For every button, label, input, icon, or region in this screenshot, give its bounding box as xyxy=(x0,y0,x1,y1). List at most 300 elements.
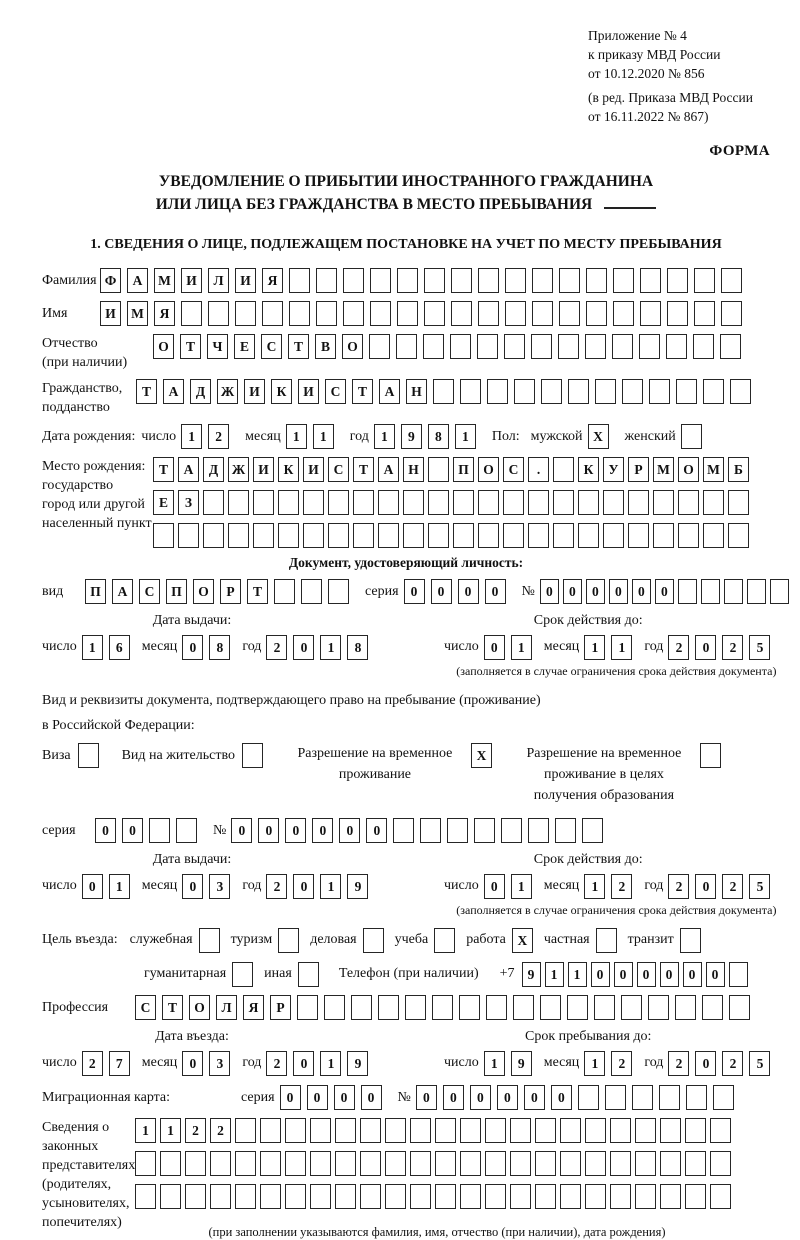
birth-place-cell[interactable]: С xyxy=(503,457,524,482)
profession-cell[interactable] xyxy=(567,995,588,1020)
residence-number-cell[interactable] xyxy=(474,818,495,843)
female-checkbox[interactable] xyxy=(681,424,702,449)
identity-number-cell[interactable] xyxy=(747,579,766,604)
citizenship-cell[interactable] xyxy=(568,379,589,404)
residence-issue-year-cell[interactable]: 2 xyxy=(266,874,287,899)
birth-place-cell[interactable] xyxy=(528,490,549,515)
profession-cell[interactable]: Т xyxy=(162,995,183,1020)
citizenship-cell[interactable] xyxy=(730,379,751,404)
phone-digit-cell[interactable]: 1 xyxy=(568,962,587,987)
patronymic-cell[interactable]: В xyxy=(315,334,336,359)
birth-place-cell[interactable]: К xyxy=(278,457,299,482)
identity-number-cell[interactable]: 0 xyxy=(540,579,559,604)
guardians-cell[interactable] xyxy=(160,1151,181,1176)
guardians-cell[interactable] xyxy=(210,1151,231,1176)
surname-cell[interactable] xyxy=(478,268,499,293)
given-name-cell[interactable] xyxy=(505,301,526,326)
phone-digit-cell[interactable]: 0 xyxy=(683,962,702,987)
profession-cell[interactable] xyxy=(621,995,642,1020)
identity-valid-month-cell[interactable]: 1 xyxy=(584,635,605,660)
residence-issue-month-cell[interactable]: 0 xyxy=(182,874,203,899)
stay-month-cell[interactable]: 2 xyxy=(611,1051,632,1076)
patronymic-cell[interactable]: О xyxy=(153,334,174,359)
profession-cell[interactable] xyxy=(702,995,723,1020)
phone-digit-cell[interactable]: 0 xyxy=(591,962,610,987)
guardians-cell[interactable]: 2 xyxy=(185,1118,206,1143)
patronymic-cell[interactable] xyxy=(666,334,687,359)
residence-series-cell[interactable] xyxy=(176,818,197,843)
surname-cell[interactable] xyxy=(343,268,364,293)
stay-year-cell[interactable]: 5 xyxy=(749,1051,770,1076)
profession-cell[interactable] xyxy=(648,995,669,1020)
migration-number-cell[interactable]: 0 xyxy=(497,1085,518,1110)
guardians-cell[interactable] xyxy=(560,1118,581,1143)
birth-place-cell[interactable] xyxy=(428,457,449,482)
guardians-cell[interactable] xyxy=(510,1184,531,1209)
birth-place-cell[interactable] xyxy=(153,523,174,548)
guardians-cell[interactable] xyxy=(535,1118,556,1143)
citizenship-cell[interactable] xyxy=(649,379,670,404)
identity-number-cell[interactable]: 0 xyxy=(563,579,582,604)
residence-issue-month-cell[interactable]: 3 xyxy=(209,874,230,899)
birth-place-cell[interactable] xyxy=(728,523,749,548)
birth-place-cell[interactable] xyxy=(628,523,649,548)
guardians-cell[interactable] xyxy=(360,1151,381,1176)
entry-day-cell[interactable]: 7 xyxy=(109,1051,130,1076)
migration-number-cell[interactable]: 0 xyxy=(551,1085,572,1110)
residence-issue-day-cell[interactable]: 0 xyxy=(82,874,103,899)
identity-number-cell[interactable]: 0 xyxy=(609,579,628,604)
purpose-tourism-checkbox[interactable] xyxy=(278,928,299,953)
entry-month-cell[interactable]: 0 xyxy=(182,1051,203,1076)
stay-day-cell[interactable]: 9 xyxy=(511,1051,532,1076)
guardians-cell[interactable] xyxy=(385,1184,406,1209)
stay-day-cell[interactable]: 1 xyxy=(484,1051,505,1076)
given-name-cell[interactable] xyxy=(181,301,202,326)
migration-number-cell[interactable] xyxy=(659,1085,680,1110)
identity-issue-year-cell[interactable]: 8 xyxy=(347,635,368,660)
guardians-cell[interactable] xyxy=(485,1118,506,1143)
birth-place-cell[interactable] xyxy=(603,523,624,548)
birth-place-cell[interactable] xyxy=(578,523,599,548)
birth-place-cell[interactable]: Б xyxy=(728,457,749,482)
birth-place-cell[interactable] xyxy=(278,490,299,515)
birth-place-cell[interactable]: Д xyxy=(203,457,224,482)
patronymic-cell[interactable] xyxy=(612,334,633,359)
given-name-cell[interactable] xyxy=(208,301,229,326)
birth-place-cell[interactable] xyxy=(378,490,399,515)
guardians-cell[interactable] xyxy=(560,1184,581,1209)
birth-place-cell[interactable] xyxy=(228,490,249,515)
purpose-work-checkbox[interactable]: X xyxy=(512,928,533,953)
guardians-cell[interactable] xyxy=(660,1118,681,1143)
residence-series-cell[interactable]: 0 xyxy=(122,818,143,843)
patronymic-cell[interactable]: Т xyxy=(180,334,201,359)
phone-digit-cell[interactable] xyxy=(729,962,748,987)
citizenship-cell[interactable] xyxy=(433,379,454,404)
migration-number-cell[interactable]: 0 xyxy=(470,1085,491,1110)
profession-cell[interactable] xyxy=(378,995,399,1020)
identity-valid-month-cell[interactable]: 1 xyxy=(611,635,632,660)
given-name-cell[interactable] xyxy=(532,301,553,326)
guardians-cell[interactable] xyxy=(560,1151,581,1176)
entry-month-cell[interactable]: 3 xyxy=(209,1051,230,1076)
guardians-cell[interactable] xyxy=(635,1118,656,1143)
patronymic-cell[interactable] xyxy=(720,334,741,359)
male-checkbox[interactable]: X xyxy=(588,424,609,449)
purpose-study-checkbox[interactable] xyxy=(434,928,455,953)
given-name-cell[interactable] xyxy=(640,301,661,326)
surname-cell[interactable]: Ф xyxy=(100,268,121,293)
birth-year-cell[interactable]: 9 xyxy=(401,424,422,449)
birth-place-cell[interactable] xyxy=(653,523,674,548)
phone-digit-cell[interactable]: 0 xyxy=(660,962,679,987)
residence-issue-year-cell[interactable]: 1 xyxy=(320,874,341,899)
birth-place-cell[interactable] xyxy=(553,523,574,548)
birth-place-cell[interactable] xyxy=(178,523,199,548)
guardians-cell[interactable] xyxy=(235,1151,256,1176)
surname-cell[interactable] xyxy=(397,268,418,293)
guardians-cell[interactable] xyxy=(260,1151,281,1176)
citizenship-cell[interactable]: А xyxy=(379,379,400,404)
profession-cell[interactable] xyxy=(729,995,750,1020)
patronymic-cell[interactable] xyxy=(504,334,525,359)
birth-place-cell[interactable] xyxy=(353,490,374,515)
residence-valid-month-cell[interactable]: 2 xyxy=(611,874,632,899)
birth-month-cell[interactable]: 1 xyxy=(313,424,334,449)
guardians-cell[interactable] xyxy=(685,1151,706,1176)
guardians-cell[interactable] xyxy=(335,1184,356,1209)
birth-place-cell[interactable]: О xyxy=(678,457,699,482)
guardians-cell[interactable]: 1 xyxy=(135,1118,156,1143)
guardians-cell[interactable] xyxy=(635,1151,656,1176)
guardians-cell[interactable] xyxy=(485,1151,506,1176)
guardians-cell[interactable] xyxy=(310,1151,331,1176)
migration-number-cell[interactable]: 0 xyxy=(416,1085,437,1110)
given-name-cell[interactable] xyxy=(559,301,580,326)
profession-cell[interactable] xyxy=(513,995,534,1020)
surname-cell[interactable]: М xyxy=(154,268,175,293)
migration-number-cell[interactable] xyxy=(578,1085,599,1110)
profession-cell[interactable]: С xyxy=(135,995,156,1020)
identity-valid-year-cell[interactable]: 2 xyxy=(668,635,689,660)
guardians-cell[interactable] xyxy=(335,1118,356,1143)
identity-valid-year-cell[interactable]: 0 xyxy=(695,635,716,660)
given-name-cell[interactable] xyxy=(397,301,418,326)
birth-place-cell[interactable] xyxy=(678,490,699,515)
birth-place-cell[interactable]: П xyxy=(453,457,474,482)
birth-place-cell[interactable]: У xyxy=(603,457,624,482)
birth-place-cell[interactable] xyxy=(503,490,524,515)
temporary-residence-checkbox[interactable]: X xyxy=(471,743,492,768)
profession-cell[interactable]: Я xyxy=(243,995,264,1020)
guardians-cell[interactable] xyxy=(410,1151,431,1176)
residence-valid-month-cell[interactable]: 1 xyxy=(584,874,605,899)
residence-number-cell[interactable] xyxy=(447,818,468,843)
given-name-cell[interactable] xyxy=(694,301,715,326)
identity-number-cell[interactable] xyxy=(678,579,697,604)
citizenship-cell[interactable]: Д xyxy=(190,379,211,404)
given-name-cell[interactable] xyxy=(667,301,688,326)
birth-place-cell[interactable]: М xyxy=(653,457,674,482)
birth-place-cell[interactable]: И xyxy=(303,457,324,482)
guardians-cell[interactable] xyxy=(685,1184,706,1209)
guardians-cell[interactable] xyxy=(235,1118,256,1143)
birth-place-cell[interactable]: Н xyxy=(403,457,424,482)
guardians-cell[interactable] xyxy=(185,1151,206,1176)
residence-series-cell[interactable]: 0 xyxy=(95,818,116,843)
birth-place-cell[interactable] xyxy=(553,457,574,482)
guardians-cell[interactable] xyxy=(435,1151,456,1176)
citizenship-cell[interactable]: А xyxy=(163,379,184,404)
purpose-private-checkbox[interactable] xyxy=(596,928,617,953)
identity-number-cell[interactable]: 0 xyxy=(655,579,674,604)
guardians-cell[interactable] xyxy=(410,1118,431,1143)
profession-cell[interactable] xyxy=(405,995,426,1020)
surname-cell[interactable]: А xyxy=(127,268,148,293)
identity-valid-day-cell[interactable]: 1 xyxy=(511,635,532,660)
identity-valid-year-cell[interactable]: 5 xyxy=(749,635,770,660)
identity-series-cell[interactable]: 0 xyxy=(431,579,452,604)
patronymic-cell[interactable] xyxy=(531,334,552,359)
residence-number-cell[interactable] xyxy=(420,818,441,843)
birth-place-cell[interactable] xyxy=(478,490,499,515)
surname-cell[interactable] xyxy=(370,268,391,293)
residence-number-cell[interactable] xyxy=(528,818,549,843)
entry-day-cell[interactable]: 2 xyxy=(82,1051,103,1076)
birth-place-cell[interactable]: А xyxy=(378,457,399,482)
guardians-cell[interactable] xyxy=(535,1151,556,1176)
given-name-cell[interactable] xyxy=(370,301,391,326)
guardians-cell[interactable] xyxy=(660,1184,681,1209)
patronymic-cell[interactable] xyxy=(558,334,579,359)
birth-place-cell[interactable] xyxy=(353,523,374,548)
citizenship-cell[interactable]: Ж xyxy=(217,379,238,404)
birth-day-cell[interactable]: 1 xyxy=(181,424,202,449)
birth-place-cell[interactable] xyxy=(503,523,524,548)
patronymic-cell[interactable] xyxy=(477,334,498,359)
patronymic-cell[interactable] xyxy=(423,334,444,359)
patronymic-cell[interactable] xyxy=(585,334,606,359)
given-name-cell[interactable] xyxy=(235,301,256,326)
guardians-cell[interactable]: 2 xyxy=(210,1118,231,1143)
citizenship-cell[interactable] xyxy=(622,379,643,404)
entry-year-cell[interactable]: 0 xyxy=(293,1051,314,1076)
guardians-cell[interactable] xyxy=(135,1151,156,1176)
guardians-cell[interactable] xyxy=(285,1151,306,1176)
citizenship-cell[interactable]: Т xyxy=(136,379,157,404)
birth-place-cell[interactable]: О xyxy=(478,457,499,482)
birth-place-cell[interactable] xyxy=(428,490,449,515)
profession-cell[interactable] xyxy=(486,995,507,1020)
identity-number-cell[interactable] xyxy=(724,579,743,604)
birth-place-cell[interactable] xyxy=(703,490,724,515)
identity-issue-day-cell[interactable]: 1 xyxy=(82,635,103,660)
guardians-cell[interactable]: 1 xyxy=(160,1118,181,1143)
identity-type-cell[interactable] xyxy=(301,579,322,604)
identity-series-cell[interactable]: 0 xyxy=(485,579,506,604)
migration-series-cell[interactable]: 0 xyxy=(307,1085,328,1110)
guardians-cell[interactable] xyxy=(585,1184,606,1209)
birth-place-cell[interactable] xyxy=(528,523,549,548)
identity-number-cell[interactable]: 0 xyxy=(632,579,651,604)
surname-cell[interactable]: И xyxy=(235,268,256,293)
guardians-cell[interactable] xyxy=(610,1184,631,1209)
guardians-cell[interactable] xyxy=(185,1184,206,1209)
surname-cell[interactable] xyxy=(316,268,337,293)
birth-place-cell[interactable] xyxy=(453,490,474,515)
birth-day-cell[interactable]: 2 xyxy=(208,424,229,449)
identity-number-cell[interactable] xyxy=(701,579,720,604)
purpose-other-checkbox[interactable] xyxy=(298,962,319,987)
guardians-cell[interactable] xyxy=(610,1151,631,1176)
guardians-cell[interactable] xyxy=(685,1118,706,1143)
purpose-humanitarian-checkbox[interactable] xyxy=(232,962,253,987)
birth-place-cell[interactable]: И xyxy=(253,457,274,482)
migration-number-cell[interactable] xyxy=(713,1085,734,1110)
profession-cell[interactable] xyxy=(324,995,345,1020)
residence-number-cell[interactable] xyxy=(582,818,603,843)
guardians-cell[interactable] xyxy=(585,1118,606,1143)
identity-type-cell[interactable]: О xyxy=(193,579,214,604)
birth-place-cell[interactable] xyxy=(703,523,724,548)
guardians-cell[interactable] xyxy=(360,1118,381,1143)
surname-cell[interactable] xyxy=(586,268,607,293)
residence-valid-day-cell[interactable]: 1 xyxy=(511,874,532,899)
surname-cell[interactable]: Я xyxy=(262,268,283,293)
birth-place-cell[interactable]: Т xyxy=(153,457,174,482)
guardians-cell[interactable] xyxy=(260,1118,281,1143)
residence-issue-year-cell[interactable]: 9 xyxy=(347,874,368,899)
guardians-cell[interactable] xyxy=(310,1118,331,1143)
residence-number-cell[interactable]: 0 xyxy=(366,818,387,843)
visa-checkbox[interactable] xyxy=(78,743,99,768)
birth-place-cell[interactable] xyxy=(253,490,274,515)
stay-month-cell[interactable]: 1 xyxy=(584,1051,605,1076)
citizenship-cell[interactable] xyxy=(595,379,616,404)
stay-year-cell[interactable]: 0 xyxy=(695,1051,716,1076)
guardians-cell[interactable] xyxy=(460,1184,481,1209)
identity-issue-year-cell[interactable]: 0 xyxy=(293,635,314,660)
given-name-cell[interactable]: М xyxy=(127,301,148,326)
guardians-cell[interactable] xyxy=(310,1184,331,1209)
residence-number-cell[interactable]: 0 xyxy=(339,818,360,843)
phone-digit-cell[interactable]: 0 xyxy=(614,962,633,987)
guardians-cell[interactable] xyxy=(210,1184,231,1209)
residence-issue-year-cell[interactable]: 0 xyxy=(293,874,314,899)
birth-place-cell[interactable] xyxy=(253,523,274,548)
phone-digit-cell[interactable]: 1 xyxy=(545,962,564,987)
residence-number-cell[interactable]: 0 xyxy=(231,818,252,843)
birth-place-cell[interactable] xyxy=(203,490,224,515)
surname-cell[interactable] xyxy=(451,268,472,293)
birth-place-cell[interactable] xyxy=(478,523,499,548)
birth-place-cell[interactable]: Р xyxy=(628,457,649,482)
profession-cell[interactable] xyxy=(432,995,453,1020)
given-name-cell[interactable] xyxy=(478,301,499,326)
guardians-cell[interactable] xyxy=(435,1118,456,1143)
entry-year-cell[interactable]: 1 xyxy=(320,1051,341,1076)
guardians-cell[interactable] xyxy=(285,1184,306,1209)
surname-cell[interactable] xyxy=(559,268,580,293)
given-name-cell[interactable] xyxy=(586,301,607,326)
migration-series-cell[interactable]: 0 xyxy=(334,1085,355,1110)
birth-place-cell[interactable] xyxy=(653,490,674,515)
given-name-cell[interactable] xyxy=(721,301,742,326)
birth-place-cell[interactable] xyxy=(603,490,624,515)
birth-place-cell[interactable] xyxy=(403,490,424,515)
purpose-official-checkbox[interactable] xyxy=(199,928,220,953)
residence-valid-year-cell[interactable]: 5 xyxy=(749,874,770,899)
citizenship-cell[interactable]: И xyxy=(298,379,319,404)
residence-valid-year-cell[interactable]: 0 xyxy=(695,874,716,899)
guardians-cell[interactable] xyxy=(385,1118,406,1143)
birth-place-cell[interactable] xyxy=(578,490,599,515)
phone-digit-cell[interactable]: 9 xyxy=(522,962,541,987)
birth-place-cell[interactable] xyxy=(553,490,574,515)
birth-place-cell[interactable] xyxy=(278,523,299,548)
profession-cell[interactable]: Р xyxy=(270,995,291,1020)
birth-place-cell[interactable]: А xyxy=(178,457,199,482)
surname-cell[interactable]: И xyxy=(181,268,202,293)
citizenship-cell[interactable]: Т xyxy=(352,379,373,404)
phone-digit-cell[interactable]: 0 xyxy=(637,962,656,987)
surname-cell[interactable] xyxy=(613,268,634,293)
identity-type-cell[interactable] xyxy=(274,579,295,604)
birth-place-cell[interactable] xyxy=(303,523,324,548)
guardians-cell[interactable] xyxy=(710,1151,731,1176)
birth-month-cell[interactable]: 1 xyxy=(286,424,307,449)
birth-place-cell[interactable]: М xyxy=(703,457,724,482)
surname-cell[interactable] xyxy=(289,268,310,293)
surname-cell[interactable] xyxy=(640,268,661,293)
citizenship-cell[interactable] xyxy=(487,379,508,404)
identity-type-cell[interactable] xyxy=(328,579,349,604)
identity-type-cell[interactable]: Т xyxy=(247,579,268,604)
citizenship-cell[interactable] xyxy=(514,379,535,404)
identity-issue-month-cell[interactable]: 8 xyxy=(209,635,230,660)
guardians-cell[interactable] xyxy=(460,1151,481,1176)
given-name-cell[interactable] xyxy=(424,301,445,326)
residence-number-cell[interactable]: 0 xyxy=(285,818,306,843)
stay-year-cell[interactable]: 2 xyxy=(668,1051,689,1076)
identity-valid-day-cell[interactable]: 0 xyxy=(484,635,505,660)
surname-cell[interactable] xyxy=(532,268,553,293)
birth-place-cell[interactable] xyxy=(378,523,399,548)
identity-number-cell[interactable]: 0 xyxy=(586,579,605,604)
entry-year-cell[interactable]: 2 xyxy=(266,1051,287,1076)
phone-digit-cell[interactable]: 0 xyxy=(706,962,725,987)
profession-cell[interactable] xyxy=(675,995,696,1020)
residence-number-cell[interactable]: 0 xyxy=(312,818,333,843)
given-name-cell[interactable]: Я xyxy=(154,301,175,326)
guardians-cell[interactable] xyxy=(610,1118,631,1143)
given-name-cell[interactable] xyxy=(451,301,472,326)
birth-place-cell[interactable] xyxy=(403,523,424,548)
birth-place-cell[interactable] xyxy=(453,523,474,548)
identity-number-cell[interactable] xyxy=(770,579,789,604)
patronymic-cell[interactable]: С xyxy=(261,334,282,359)
guardians-cell[interactable] xyxy=(585,1151,606,1176)
birth-place-cell[interactable]: З xyxy=(178,490,199,515)
birth-place-cell[interactable]: Т xyxy=(353,457,374,482)
birth-place-cell[interactable]: С xyxy=(328,457,349,482)
migration-series-cell[interactable]: 0 xyxy=(361,1085,382,1110)
migration-number-cell[interactable] xyxy=(632,1085,653,1110)
given-name-cell[interactable] xyxy=(343,301,364,326)
given-name-cell[interactable] xyxy=(262,301,283,326)
identity-issue-year-cell[interactable]: 1 xyxy=(320,635,341,660)
